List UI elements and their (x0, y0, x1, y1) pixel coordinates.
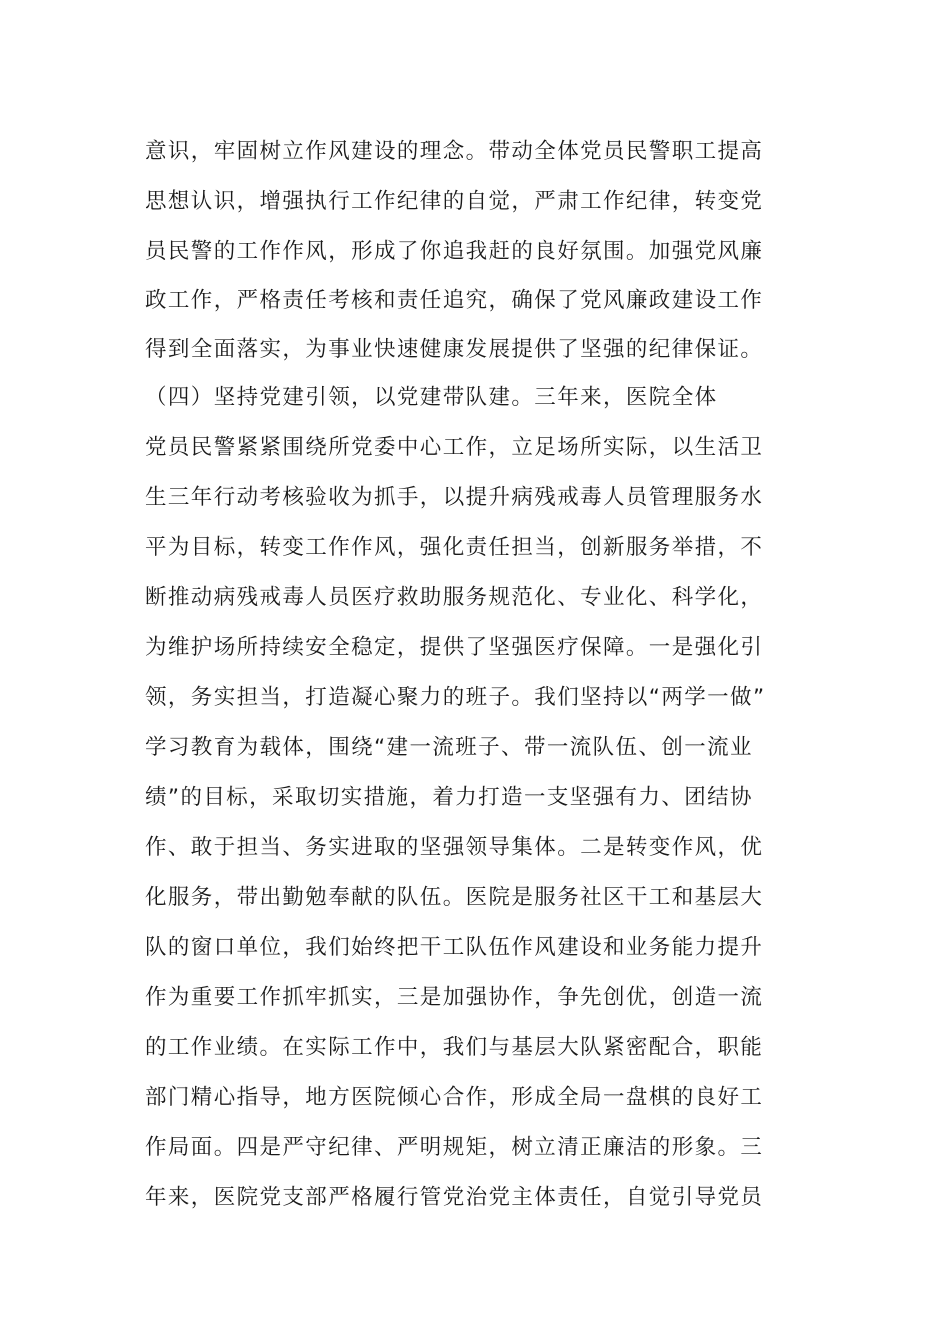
text-line: 年来，医院党支部严格履行管党治党主体责任，自觉引导党员 (145, 1185, 764, 1210)
text-line: 员民警的工作作风，形成了你追我赶的良好氛围。加强党风廉 (145, 239, 764, 264)
text-line: 生三年行动考核验收为抓手，以提升病残戒毒人员管理服务水 (145, 485, 764, 510)
text-line: 作、敢于担当、务实进取的坚强领导集体。二是转变作风，优 (145, 835, 764, 860)
text-line: 化服务，带出勤勉奉献的队伍。医院是服务社区干工和基层大 (145, 885, 764, 910)
text-line: 为维护场所持续安全稳定，提供了坚强医疗保障。一是强化引 (145, 635, 764, 660)
text-line: 政工作，严格责任考核和责任追究，确保了党风廉政建设工作 (145, 288, 764, 313)
text-line: 绩”的目标，采取切实措施，着力打造一支坚强有力、团结协 (145, 785, 753, 810)
text-line: 党员民警紧紧围绕所党委中心工作，立足场所实际，以生活卫 (145, 435, 764, 460)
text-line: 部门精心指导，地方医院倾心合作，形成全局一盘棋的良好工 (145, 1085, 764, 1110)
text-line: 思想认识，增强执行工作纪律的自觉，严肃工作纪律，转变党 (145, 189, 764, 214)
text-line: 断推动病残戒毒人员医疗救助服务规范化、专业化、科学化， (145, 585, 764, 610)
text-line: 领，务实担当，打造凝心聚力的班子。我们坚持以“两学一做” (145, 685, 766, 710)
text-line: 队的窗口单位，我们始终把干工队伍作风建设和业务能力提升 (145, 935, 764, 960)
text-line: 平为目标，转变工作作风，强化责任担当，创新服务举措，不 (145, 535, 764, 560)
text-line: 作为重要工作抓牢抓实，三是加强协作，争先创优，创造一流 (145, 985, 764, 1010)
text-line: 得到全面落实，为事业快速健康发展提供了坚强的纪律保证。 (145, 337, 764, 362)
section-heading-line: （四）坚持党建引领，以党建带队建。三年来，医院全体 (145, 385, 718, 410)
text-line: 学习教育为载体，围绕“建一流班子、带一流队伍、创一流业 (145, 735, 753, 760)
text-line: 作局面。四是严守纪律、严明规矩，树立清正廉洁的形象。三 (145, 1135, 764, 1160)
text-line: 的工作业绩。在实际工作中，我们与基层大队紧密配合，职能 (145, 1035, 764, 1060)
text-line: 意识，牢固树立作风建设的理念。带动全体党员民警职工提高 (145, 139, 764, 164)
